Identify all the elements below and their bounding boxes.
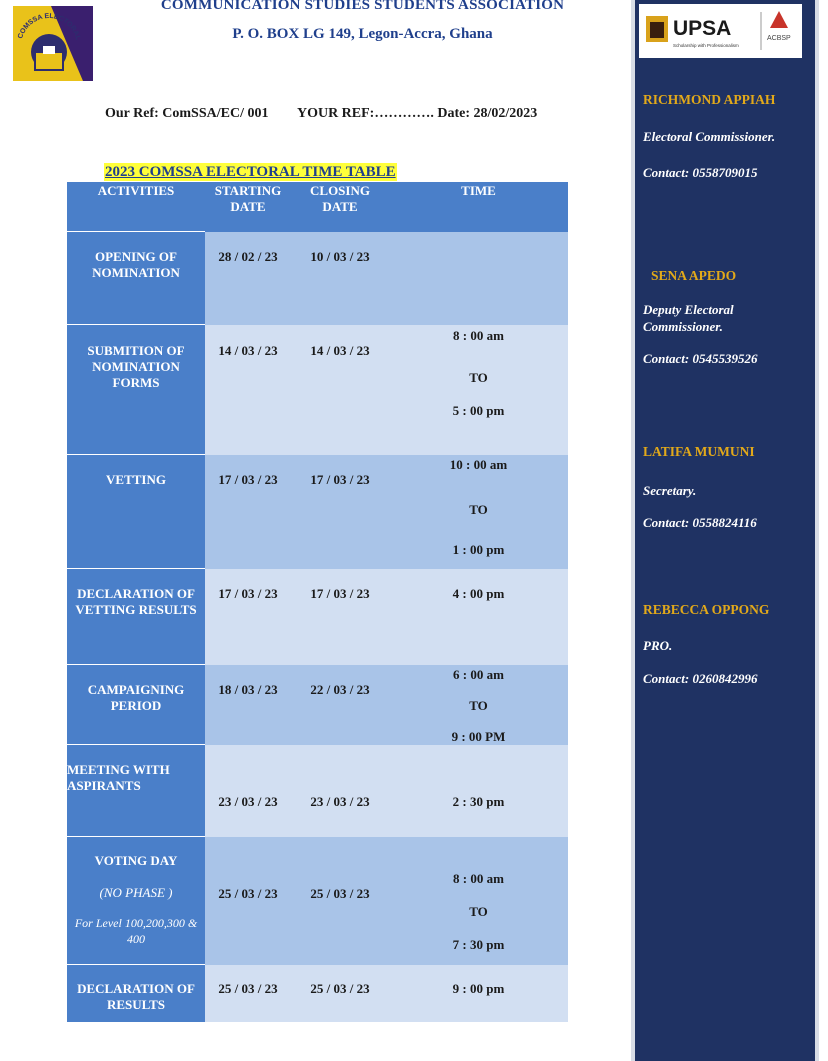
official-role: Electoral Commissioner.	[643, 129, 776, 144]
start-date: 25 / 03 / 23	[205, 965, 291, 1022]
col-closing-date: CLOSING DATE	[291, 182, 389, 232]
table-row	[67, 965, 568, 1022]
time-from: 4 : 00 pm	[452, 585, 505, 601]
electoral-timetable	[67, 182, 568, 1022]
comssa-logo	[13, 6, 93, 81]
official-contact: Contact: 0558824116	[643, 515, 757, 530]
official-contact: Contact: 0545539526	[643, 351, 758, 366]
time-cell	[389, 569, 568, 665]
time-cell	[389, 455, 568, 569]
close-date: 22 / 03 / 23	[291, 665, 389, 745]
start-date: 23 / 03 / 23	[205, 745, 291, 837]
start-date: 17 / 03 / 23	[205, 569, 291, 665]
time-to: 7 : 30 pm	[452, 936, 505, 952]
time-to: 9 : 00 PM	[451, 728, 506, 744]
table-row	[67, 232, 568, 325]
time-to-label: TO	[469, 697, 488, 713]
time-to: 1 : 00 pm	[452, 541, 505, 557]
official-name: RICHMOND APPIAH	[643, 92, 776, 107]
time-cell	[389, 325, 568, 455]
col-activities: ACTIVITIES	[67, 182, 205, 232]
start-date: 14 / 03 / 23	[205, 325, 291, 455]
time-from: 10 : 00 am	[449, 456, 508, 472]
start-date: 17 / 03 / 23	[205, 455, 291, 569]
col-time: TIME	[389, 182, 568, 232]
acbsp-mark: ACBSP	[767, 35, 791, 42]
table-row	[67, 665, 568, 745]
time-to-label: TO	[469, 369, 488, 385]
official-role: Secretary.	[643, 483, 697, 498]
close-date: 23 / 03 / 23	[291, 745, 389, 837]
org-address: P. O. BOX LG 149, Legon-Accra, Ghana	[232, 26, 493, 42]
activity-cell: OPENING OF NOMINATION	[67, 232, 205, 325]
activity-cell	[67, 837, 205, 965]
activity-cell: DECLARATION OF RESULTS	[67, 965, 205, 1022]
col-starting-date: STARTING DATE	[205, 182, 291, 232]
activity-cell: VETTING	[67, 455, 205, 569]
table-row	[67, 569, 568, 665]
time-from: 2 : 30 pm	[452, 793, 505, 809]
reference-line	[105, 106, 537, 122]
table-row	[67, 745, 568, 837]
close-date: 25 / 03 / 23	[291, 965, 389, 1022]
upsa-tagline: Scholarship with Professionalism	[673, 43, 739, 48]
table-row	[67, 837, 568, 965]
start-date: 28 / 02 / 23	[205, 232, 291, 325]
activity-cell: MEETING WITH ASPIRANTS	[67, 745, 205, 837]
time-cell	[389, 745, 568, 837]
official-contact: Contact: 0558709015	[643, 165, 758, 180]
official-name: SENA APEDO	[651, 268, 737, 283]
our-ref: Our Ref: ComSSA/EC/ 001	[105, 106, 269, 121]
close-date: 17 / 03 / 23	[291, 569, 389, 665]
close-date: 14 / 03 / 23	[291, 325, 389, 455]
activity-sub: For Level 100,200,300 & 400	[74, 916, 198, 946]
official-role: PRO.	[643, 638, 673, 653]
official-name: REBECCA OPPONG	[643, 602, 770, 617]
close-date: 25 / 03 / 23	[291, 837, 389, 965]
table-header-row	[67, 182, 568, 232]
timetable-title: 2023 COMSSA ELECTORAL TIME TABLE	[105, 164, 396, 180]
org-name: COMMUNICATION STUDIES STUDENTS ASSOCIATION	[160, 0, 565, 13]
your-ref: YOUR REF:………….	[296, 106, 434, 121]
time-to-label: TO	[469, 903, 488, 919]
time-to: 5 : 00 pm	[452, 402, 505, 418]
time-to-label: TO	[469, 501, 488, 517]
upsa-logo	[639, 4, 802, 58]
time-cell	[389, 965, 568, 1022]
activity-label: VOTING DAY	[94, 853, 178, 868]
official-role: Deputy Electoral Commissioner.	[643, 302, 734, 334]
activity-cell: CAMPAIGNING PERIOD	[67, 665, 205, 745]
time-from: 8 : 00 am	[453, 870, 504, 886]
table-row	[67, 455, 568, 569]
time-cell	[389, 665, 568, 745]
official-name: LATIFA MUMUNI	[643, 444, 755, 459]
activity-cell: DECLARATION OF VETTING RESULTS	[67, 569, 205, 665]
official-contact: Contact: 0260842996	[643, 671, 758, 686]
close-date: 17 / 03 / 23	[291, 455, 389, 569]
start-date: 18 / 03 / 23	[205, 665, 291, 745]
time-cell	[389, 232, 568, 325]
upsa-wordmark: UPSA	[673, 17, 732, 40]
time-from: 8 : 00 am	[453, 327, 504, 343]
time-cell	[389, 837, 568, 965]
start-date: 25 / 03 / 23	[205, 837, 291, 965]
activity-cell: SUBMITION OF NOMINATION FORMS	[67, 325, 205, 455]
logo-text: COMSSA ELECTORAL	[17, 12, 82, 41]
ref-date: Date: 28/02/2023	[437, 106, 538, 121]
table-row	[67, 325, 568, 455]
close-date: 10 / 03 / 23	[291, 232, 389, 325]
time-from: 9 : 00 pm	[452, 980, 505, 996]
activity-note: (NO PHASE )	[99, 885, 173, 900]
time-from: 6 : 00 am	[453, 666, 504, 682]
